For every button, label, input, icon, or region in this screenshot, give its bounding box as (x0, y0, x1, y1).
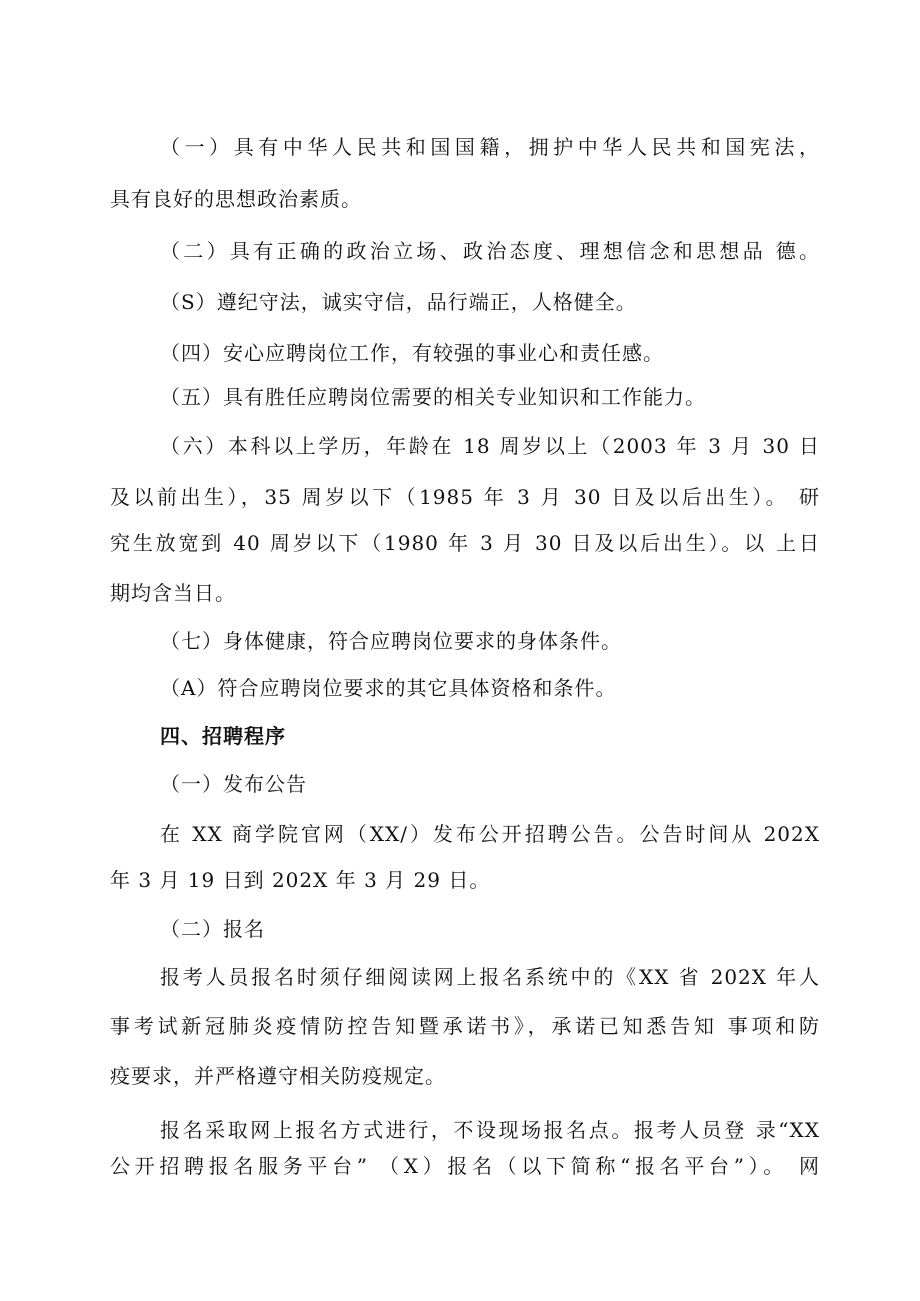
registration-paragraph-2-line-1: 报名采取网上报名方式进行，不设现场报名点。报考人员登 录“XX (160, 1118, 820, 1142)
condition-3-line: （S）遵纪守法，诚实守信，品行端正，人格健全。 (160, 290, 637, 314)
announcement-line-2: 年 3 月 19 日到 202X 年 3 月 29 日。 (110, 868, 491, 892)
condition-4-line: （四）安心应聘岗位工作，有较强的事业心和责任感。 (160, 341, 664, 365)
announcement-line-1: 在 XX 商学院官网（XX/）发布公开招聘公告。公告时间从 202X (160, 822, 820, 846)
condition-6-line-3: 究生放宽到 40 周岁以下（1980 年 3 月 30 日及以后出生）。以 上日 (110, 531, 820, 555)
subheading-announcement: （一）发布公告 (160, 772, 307, 796)
condition-1-line-2: 具有良好的思想政治素质。 (110, 187, 362, 211)
condition-5-line: （五）具有胜任应聘岗位需要的相关专业知识和工作能力。 (160, 385, 706, 409)
registration-paragraph-1-line-1: 报考人员报名时须仔细阅读网上报名系统中的《XX 省 202X 年人 (160, 965, 820, 989)
registration-paragraph-1-line-2: 事考试新冠肺炎疫情防控告知暨承诺书》，承诺已知悉告知 事项和防 (110, 1014, 820, 1038)
condition-6-line-1: （六）本科以上学历，年龄在 18 周岁以上（2003 年 3 月 30 日 (160, 434, 820, 458)
subheading-registration: （二）报名 (160, 917, 265, 941)
condition-7-line: （七）身体健康，符合应聘岗位要求的身体条件。 (160, 629, 622, 653)
condition-1-line-1: （一）具有中华人民共和国国籍，拥护中华人民共和国宪法， (160, 135, 820, 159)
section-heading: 四、招聘程序 (160, 724, 286, 748)
registration-paragraph-1-line-3: 疫要求，并严格遵守相关防疫规定。 (110, 1064, 446, 1088)
registration-paragraph-2-line-2: 公开招聘报名服务平台” （X）报名（以下简称“报名平台”）。 网 (110, 1154, 820, 1178)
condition-6-line-2: 及以前出生），35 周岁以下（1985 年 3 月 30 日及以后出生）。 研 (110, 485, 820, 509)
condition-6-line-4: 期均含当日。 (110, 581, 236, 605)
condition-8-line: （A）符合应聘岗位要求的其它具体资格和条件。 (160, 676, 617, 700)
condition-2-line: （二）具有正确的政治立场、政治态度、理想信念和思想品 德。 (160, 239, 820, 263)
